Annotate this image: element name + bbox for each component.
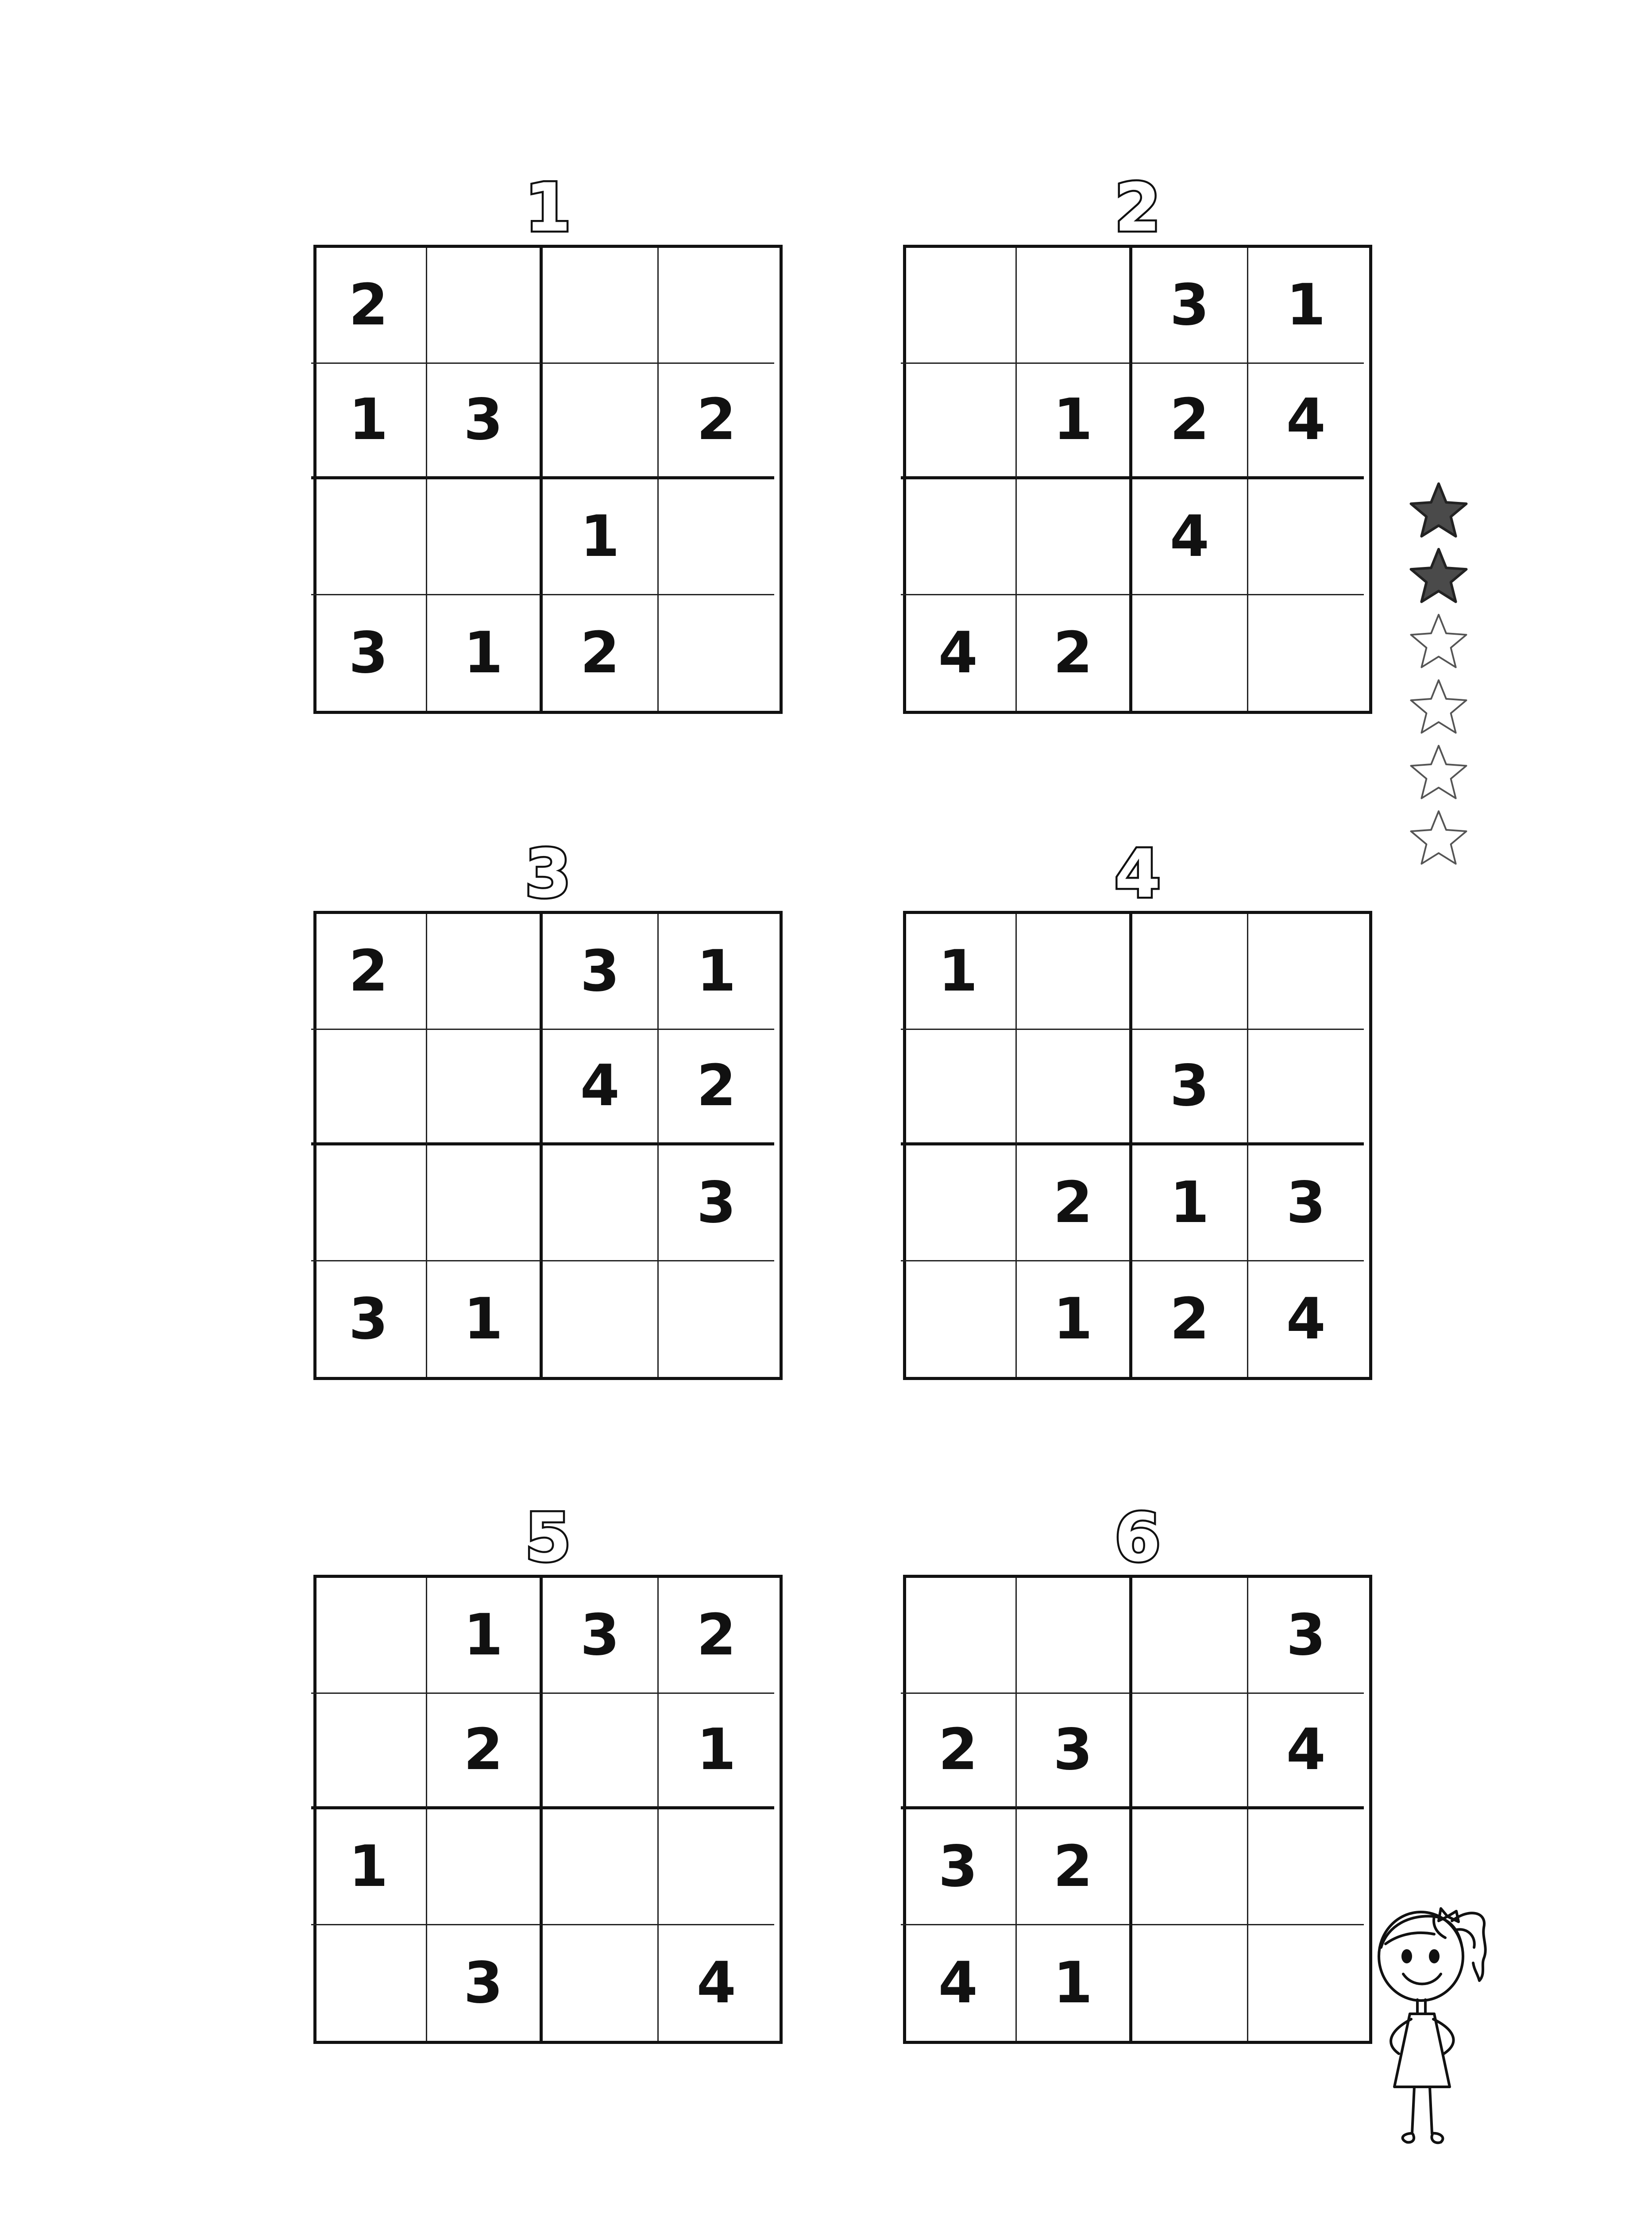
grid-cell[interactable]: 4 [1248, 1694, 1364, 1810]
grid-cell[interactable] [901, 364, 1017, 480]
grid-cell[interactable]: 2 [1132, 1261, 1248, 1377]
grid-cell[interactable]: 3 [659, 1145, 775, 1261]
sudoku-grid [903, 245, 1372, 714]
grid-cell[interactable]: 1 [311, 364, 427, 480]
grid-cell[interactable] [543, 364, 659, 480]
sudoku-grid [313, 1575, 783, 2044]
grid-cell[interactable]: 1 [311, 1809, 427, 1925]
star-icon [1405, 677, 1472, 741]
grid-cell[interactable] [1248, 595, 1364, 711]
star-icon [1405, 546, 1472, 610]
grid-cell[interactable] [543, 1694, 659, 1810]
grid-cell[interactable] [659, 1809, 775, 1925]
grid-cell[interactable]: 4 [901, 595, 1017, 711]
grid-cell[interactable] [1132, 595, 1248, 711]
grid-cell[interactable]: 1 [543, 479, 659, 595]
grid-cell[interactable]: 2 [659, 1030, 775, 1146]
grid-cell[interactable] [901, 1261, 1017, 1377]
grid-cell[interactable]: 3 [427, 364, 543, 480]
grid-cell[interactable] [901, 479, 1017, 595]
grid-cell[interactable]: 2 [901, 1694, 1017, 1810]
difficulty-rating [1405, 480, 1476, 873]
grid-cell[interactable] [1248, 914, 1364, 1030]
grid-cell[interactable] [311, 1694, 427, 1810]
grid-cell[interactable] [311, 1030, 427, 1146]
star-icon [1405, 808, 1472, 872]
grid-cell[interactable] [659, 479, 775, 595]
grid-cell[interactable] [311, 479, 427, 595]
grid-cell[interactable]: 3 [1248, 1145, 1364, 1261]
grid-cell[interactable] [427, 479, 543, 595]
grid-cell[interactable]: 4 [901, 1925, 1017, 2041]
grid-cell[interactable] [427, 1145, 543, 1261]
grid-cell[interactable] [901, 1578, 1017, 1694]
grid-cell[interactable] [1248, 1030, 1364, 1146]
grid-cell[interactable]: 4 [696, 1950, 736, 2016]
grid-cell[interactable] [1248, 1809, 1364, 1925]
grid-cell[interactable]: 3 [427, 1925, 543, 2041]
grid-cell[interactable]: 1 [427, 595, 543, 711]
grid-cell[interactable] [1248, 1925, 1364, 2041]
star-icon [1405, 480, 1472, 544]
grid-cell[interactable] [311, 1578, 427, 1694]
sudoku-grid [903, 1575, 1372, 2044]
grid-cell[interactable] [543, 1809, 659, 1925]
star-icon [1405, 742, 1472, 806]
puzzle-number: 4 [1114, 836, 1161, 913]
grid-cell[interactable]: 3 [901, 1809, 1017, 1925]
grid-cell[interactable]: 4 [1248, 364, 1364, 480]
grid-cell[interactable]: 2 [1017, 1145, 1133, 1261]
grid-cell[interactable]: 2 [311, 914, 427, 1030]
grid-cell[interactable]: 1 [1132, 1145, 1248, 1261]
grid-cell[interactable]: 2 [1017, 1809, 1133, 1925]
grid-cell[interactable]: 1 [427, 1261, 543, 1377]
grid-cell[interactable] [311, 1925, 427, 2041]
grid-cell[interactable] [543, 1145, 659, 1261]
grid-cell[interactable] [659, 1261, 775, 1377]
grid-cell[interactable] [427, 1809, 543, 1925]
grid-cell[interactable] [311, 1145, 427, 1261]
grid-cell[interactable] [659, 595, 775, 711]
sudoku-grid [313, 245, 783, 714]
grid-cell[interactable]: 3 [311, 595, 427, 711]
grid-cell[interactable] [1017, 914, 1133, 1030]
grid-cell[interactable]: 1 [901, 914, 1017, 1030]
grid-cell[interactable]: 3 [311, 1261, 427, 1377]
grid-cell[interactable] [1132, 1694, 1248, 1810]
grid-cell[interactable] [1017, 1578, 1133, 1694]
grid-cell[interactable] [901, 1030, 1017, 1146]
grid-cell[interactable]: 1 [659, 914, 775, 1030]
grid-cell[interactable]: 1 [1017, 364, 1133, 480]
grid-cell[interactable] [1248, 479, 1364, 595]
puzzle-number: 6 [1114, 1500, 1161, 1577]
grid-cell[interactable] [1017, 479, 1133, 595]
grid-cell[interactable] [1132, 1925, 1248, 2041]
grid-cell[interactable]: 1 [1017, 1261, 1133, 1377]
grid-cell[interactable]: 1 [659, 1694, 775, 1810]
star-icon [1405, 611, 1472, 675]
grid-cell[interactable] [901, 248, 1017, 364]
grid-cell[interactable]: 2 [659, 364, 775, 480]
grid-cell[interactable] [543, 1261, 659, 1377]
grid-cell[interactable] [1132, 1809, 1248, 1925]
grid-cell[interactable]: 2 [311, 248, 427, 364]
grid-cell[interactable] [1132, 1578, 1248, 1694]
grid-cell[interactable]: 4 [543, 1030, 659, 1146]
grid-cell[interactable]: 3 [1132, 248, 1248, 364]
grid-cell[interactable]: 3 [1017, 1694, 1133, 1810]
grid-cell[interactable] [1132, 914, 1248, 1030]
puzzle-number: 3 [525, 836, 571, 913]
grid-cell[interactable]: 2 [1132, 364, 1248, 480]
puzzle-number: 5 [525, 1500, 571, 1577]
grid-cell[interactable]: 2 [659, 1578, 775, 1694]
grid-cell[interactable] [427, 1030, 543, 1146]
grid-cell[interactable]: 4 [1132, 479, 1248, 595]
grid-cell[interactable]: 3 [543, 914, 659, 1030]
grid-cell[interactable]: 1 [427, 1578, 543, 1694]
grid-cell[interactable] [427, 914, 543, 1030]
grid-cell[interactable] [543, 1925, 659, 2041]
grid-cell[interactable] [901, 1145, 1017, 1261]
grid-cell[interactable] [1017, 248, 1133, 364]
puzzle-number: 1 [525, 170, 571, 247]
grid-cell[interactable] [427, 248, 543, 364]
grid-cell[interactable]: 2 [543, 595, 659, 711]
sudoku-grid [313, 911, 783, 1380]
grid-cell[interactable]: 4 [1286, 1286, 1326, 1352]
grid-cell[interactable]: 3 [1248, 1578, 1364, 1694]
sudoku-grid [903, 911, 1372, 1380]
grid-cell[interactable] [543, 248, 659, 364]
grid-cell[interactable]: 1 [1017, 1925, 1133, 2041]
grid-cell[interactable]: 3 [1132, 1030, 1248, 1146]
grid-cell[interactable]: 3 [543, 1578, 659, 1694]
grid-cell[interactable]: 2 [427, 1694, 543, 1810]
girl-illustration-icon [1368, 1903, 1514, 2151]
grid-cell[interactable] [1017, 1030, 1133, 1146]
grid-cell[interactable]: 1 [1248, 248, 1364, 364]
grid-cell[interactable]: 2 [1017, 595, 1133, 711]
grid-cell[interactable] [659, 248, 775, 364]
puzzle-number: 2 [1114, 170, 1161, 247]
